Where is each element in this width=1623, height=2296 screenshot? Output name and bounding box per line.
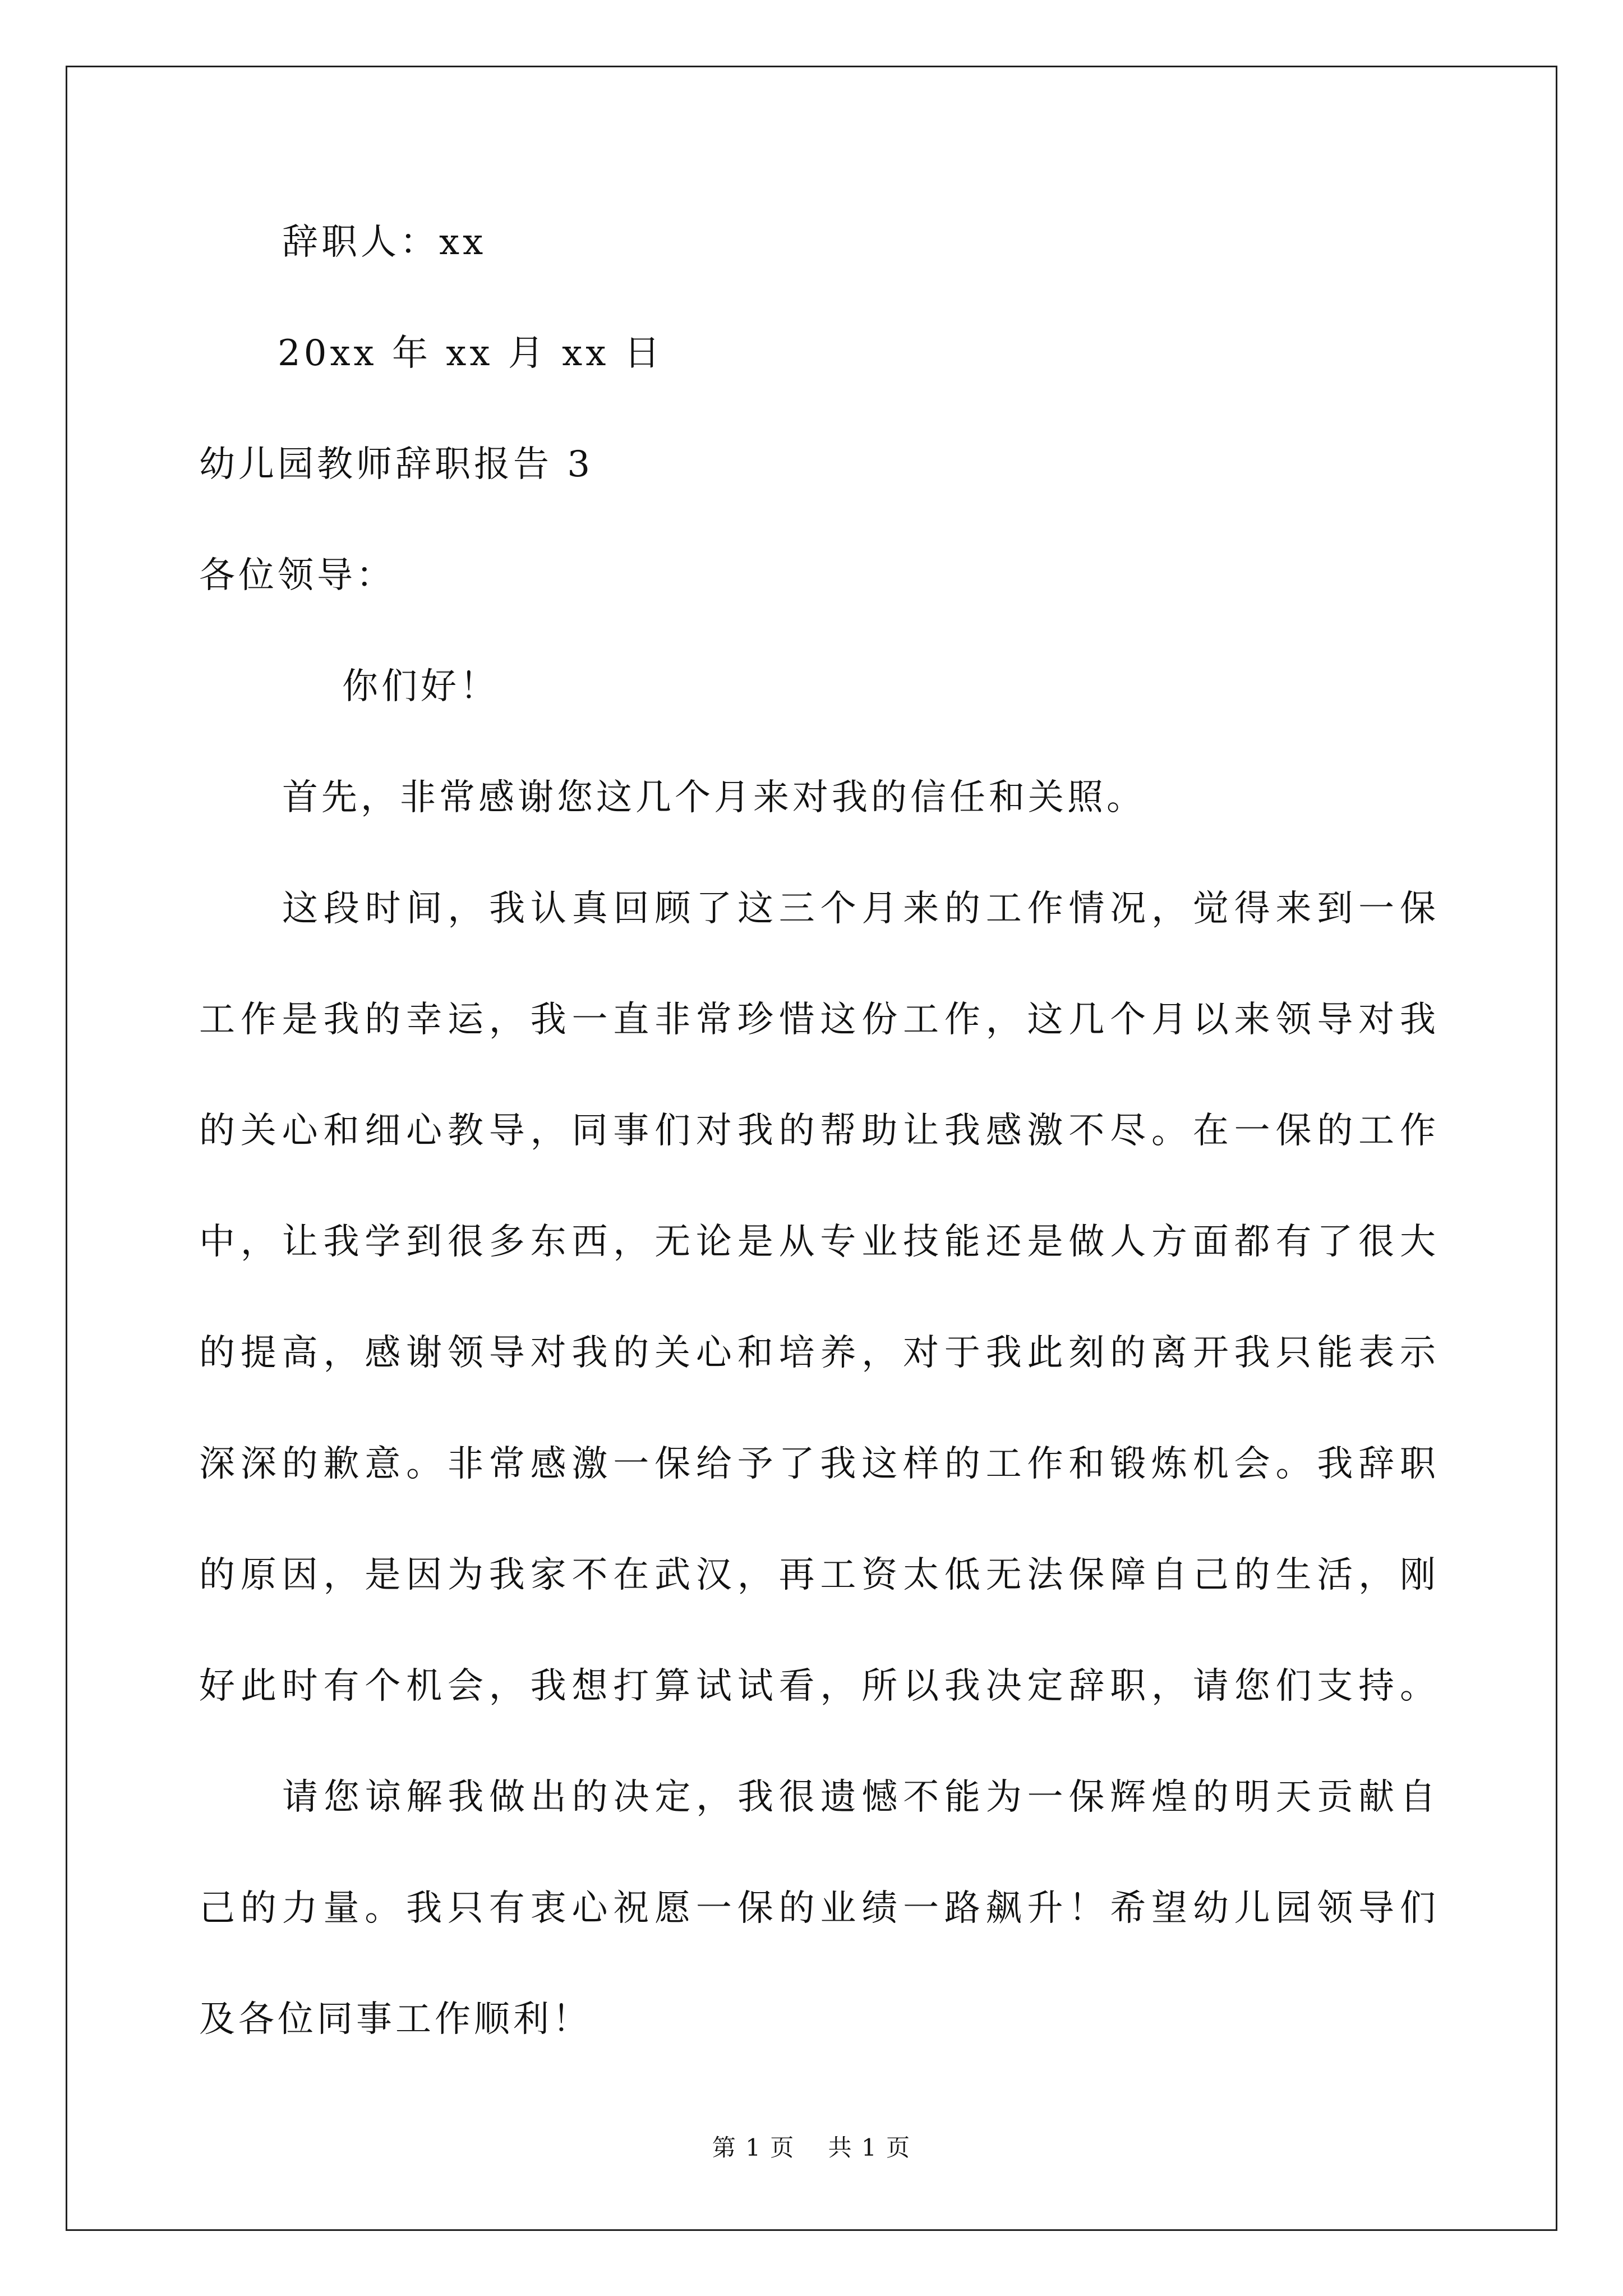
paragraph-2-line: 的关心和细心教导，同事们对我的帮助让我感激不尽。在一保的工作 (199, 1110, 1436, 1152)
paragraph-1-line: 首先，非常感谢您这几个月来对我的信任和关照。 (282, 777, 1146, 818)
page-number: 第 1 页 (712, 2134, 795, 2161)
page-total: 共 1 页 (828, 2134, 911, 2161)
paragraph-3-line: 己的力量。我只有衷心祝愿一保的业绩一路飙升！希望幼儿园领导们 (199, 1888, 1436, 1929)
paragraph-3-line: 请您谅解我做出的决定，我很遗憾不能为一保辉煌的明天贡献自 (282, 1777, 1436, 1818)
paragraph-2-line: 这段时间，我认真回顾了这三个月来的工作情况，觉得来到一保 (282, 888, 1436, 930)
paragraph-2-line: 深深的歉意。非常感激一保给予了我这样的工作和锻炼机会。我辞职 (199, 1443, 1436, 1485)
greeting: 你们好！ (342, 666, 499, 707)
signature-name: 辞职人：xx (282, 222, 487, 263)
paragraph-3-line: 及各位同事工作顺利！ (199, 1999, 592, 2040)
paragraph-2-line: 工作是我的幸运，我一直非常珍惜这份工作，这几个月以来领导对我 (199, 999, 1436, 1041)
signature-date: 20xx 年 xx 月 xx 日 (278, 333, 663, 374)
paragraph-2-line: 的原因，是因为我家不在武汉，再工资太低无法保障自己的生活，刚 (199, 1554, 1436, 1596)
paragraph-2-line: 好此时有个机会，我想打算试试看，所以我决定辞职，请您们支持。 (199, 1665, 1436, 1707)
paragraph-2-line: 中，让我学到很多东西，无论是从专业技能还是做人方面都有了很大 (199, 1221, 1436, 1263)
paragraph-2-line: 的提高，感谢领导对我的关心和培养，对于我此刻的离开我只能表示 (199, 1332, 1436, 1374)
page-footer (0, 2136, 1623, 2160)
document-title: 幼儿园教师辞职报告 3 (199, 444, 594, 485)
salutation: 各位领导： (199, 555, 395, 596)
